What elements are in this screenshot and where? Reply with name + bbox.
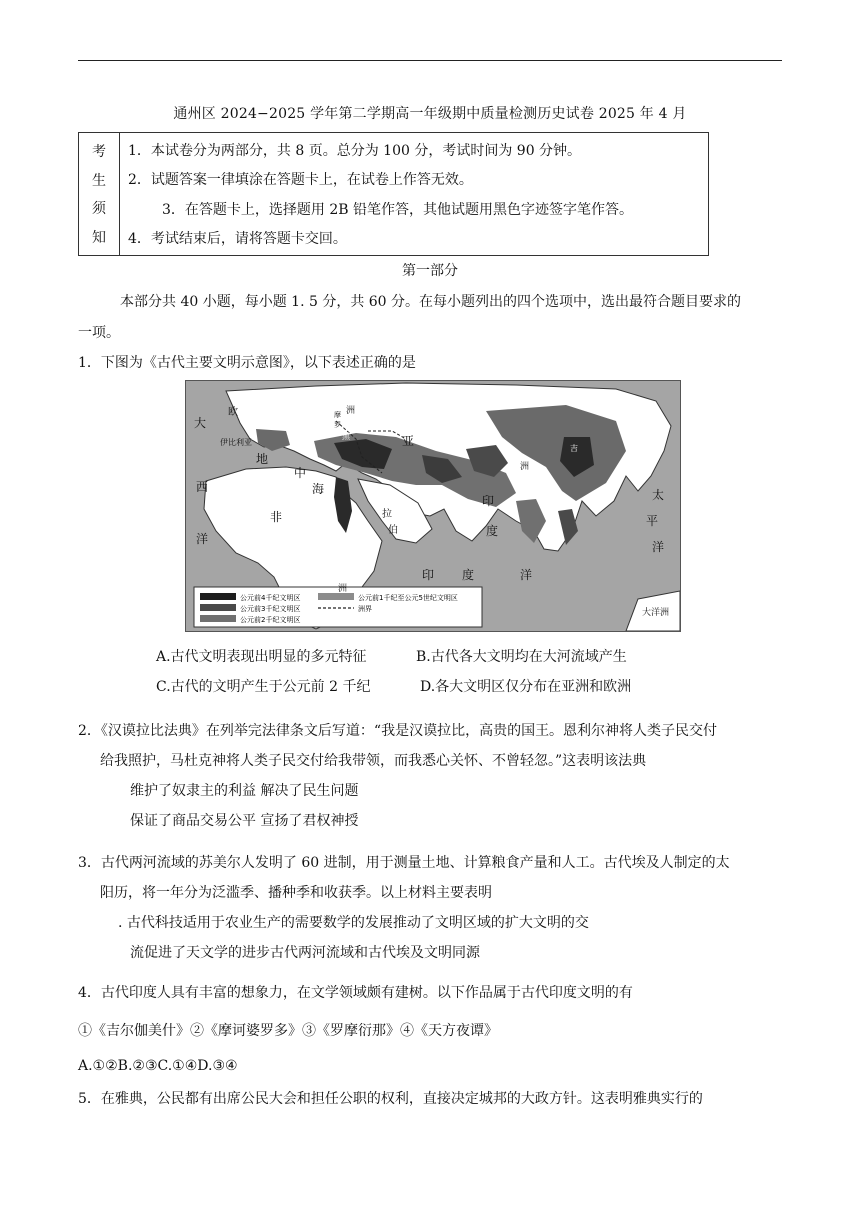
- map-label: 海: [312, 482, 325, 496]
- map-graphic: [186, 381, 680, 631]
- map-label: 太: [652, 488, 665, 502]
- q2-options-line[interactable]: 保证了商品交易公平 宣扬了君权神授: [130, 813, 359, 829]
- notice-item: 3．在答题卡上，选择题用 2B 铅笔作答，其他试题用黑色字迹签字笔作答。: [162, 201, 634, 218]
- notice-label-char: 考: [92, 144, 106, 161]
- q2-options-line[interactable]: 维护了奴隶主的利益 解决了民生问题: [130, 783, 359, 799]
- part-intro-cont: 一项。: [78, 325, 120, 341]
- legend-era4: 公元前4千纪文明区: [240, 594, 301, 602]
- map-label: 拉: [382, 509, 392, 520]
- map-label: 洲: [338, 584, 348, 594]
- question-3-stem: 3．古代两河流域的苏美尔人发明了 60 进制，用于测量土地、计算粮食产量和人工。古代埃及人制定的太: [78, 855, 730, 871]
- map-label: 欧: [228, 407, 238, 418]
- notice-item: 2．试题答案一律填涂在答题卡上，在试卷上作答无效。: [128, 172, 473, 189]
- map-label: 印: [422, 568, 435, 582]
- map-label: 亚: [402, 434, 415, 448]
- exam-title: 通州区 2024−2025 学年第二学期高一年级期中质量检测历史试卷 2025 年 4 月: [173, 106, 687, 122]
- legend-era3: 公元前3千纪文明区: [240, 605, 301, 613]
- map-label: 伯: [388, 525, 398, 536]
- q3-options-line[interactable]: . 古代科技适用于农业生产的需要数学的发展推动了文明区域的扩大文明的交: [118, 915, 589, 931]
- map-label: 摩: [334, 411, 341, 419]
- question-4-stem: 4．古代印度人具有丰富的想象力，在文学领域颇有建树。以下作品属于古代印度文明的有: [78, 985, 633, 1001]
- ancient-civilizations-map: [185, 380, 681, 632]
- map-label: 吉: [570, 444, 578, 453]
- header-rule: [78, 60, 782, 61]
- legend-era2: 公元前2千纪文明区: [240, 616, 301, 624]
- notice-item: 4．考试结束后，请将答题卡交回。: [128, 231, 347, 248]
- question-5-stem: 5．在雅典，公民都有出席公民大会和担任公职的权利，直接决定城邦的大政方针。这表明雅典实行的: [78, 1091, 703, 1107]
- q4-options[interactable]: A.①②B.②③C.①④D.③④: [78, 1058, 238, 1074]
- map-label: 黑: [342, 432, 350, 441]
- notice-items: [120, 133, 708, 255]
- map-label: 洋: [196, 532, 209, 546]
- q1-option-a[interactable]: A.古代文明表现出明显的多元特征: [156, 649, 367, 665]
- legend-boundary: 洲界: [358, 605, 372, 613]
- map-label: 大洋洲: [642, 608, 670, 618]
- part-intro: 本部分共 40 小题，每小题 1. 5 分，共 60 分。在每小题列出的四个选项中，选出最符合题目要求的: [120, 294, 742, 310]
- map-label: 洋: [652, 540, 665, 554]
- map-label: 非: [270, 510, 283, 524]
- q1-option-d[interactable]: D.各大文明区仅分布在亚洲和欧洲: [420, 679, 632, 695]
- map-label: 印: [482, 494, 495, 508]
- q4-items: ①《吉尔伽美什》②《摩诃婆罗多》③《罗摩衍那》④《天方夜谭》: [78, 1023, 498, 1039]
- q1-option-c[interactable]: C.古代的文明产生于公元前 2 千纪: [156, 679, 371, 695]
- q1-option-b[interactable]: B.古代各大文明均在大河流域产生: [416, 649, 627, 665]
- map-label: 罗: [334, 421, 341, 429]
- map-label: 平: [646, 514, 659, 528]
- map-label: 大: [194, 416, 207, 430]
- notice-label: [79, 133, 120, 255]
- notice-label-char: 生: [92, 172, 106, 189]
- exam-notice-box: [78, 132, 709, 256]
- map-label: 西: [196, 480, 209, 494]
- question-1-stem: 1．下图为《古代主要文明示意图》，以下表述正确的是: [78, 355, 416, 371]
- map-label: 度: [486, 524, 499, 538]
- map-label: 中: [294, 466, 307, 480]
- q3-options-line[interactable]: 流促进了天文学的进步古代两河流域和古代埃及文明同源: [130, 945, 480, 961]
- map-label: 洲: [520, 462, 530, 472]
- notice-item: 1．本试卷分为两部分，共 8 页。总分为 100 分，考试时间为 90 分钟。: [128, 142, 582, 159]
- map-label: 洲: [346, 406, 356, 416]
- map-label: 洋: [520, 568, 533, 582]
- part-title: 第一部分: [402, 263, 458, 279]
- legend-era1: 公元前1千纪至公元5世纪文明区: [358, 594, 458, 602]
- map-label: 度: [462, 568, 475, 582]
- question-3-stem-cont: 阳历，将一年分为泛滥季、播种季和收获季。以上材料主要表明: [100, 885, 492, 901]
- notice-label-char: 须: [92, 201, 106, 218]
- map-label: 伊比利亚: [220, 438, 252, 447]
- question-2-stem: 2．《汉谟拉比法典》在列举完法律条文后写道：“我是汉谟拉比，高贵的国王。恩利尔神将人类子民交付: [78, 723, 718, 739]
- question-2-stem-cont: 给我照护，马杜克神将人类子民交付给我带领，而我悉心关怀、不曾轻忽。”这表明该法典: [100, 753, 647, 769]
- notice-label-char: 知: [92, 229, 106, 246]
- map-label: 地: [256, 452, 269, 466]
